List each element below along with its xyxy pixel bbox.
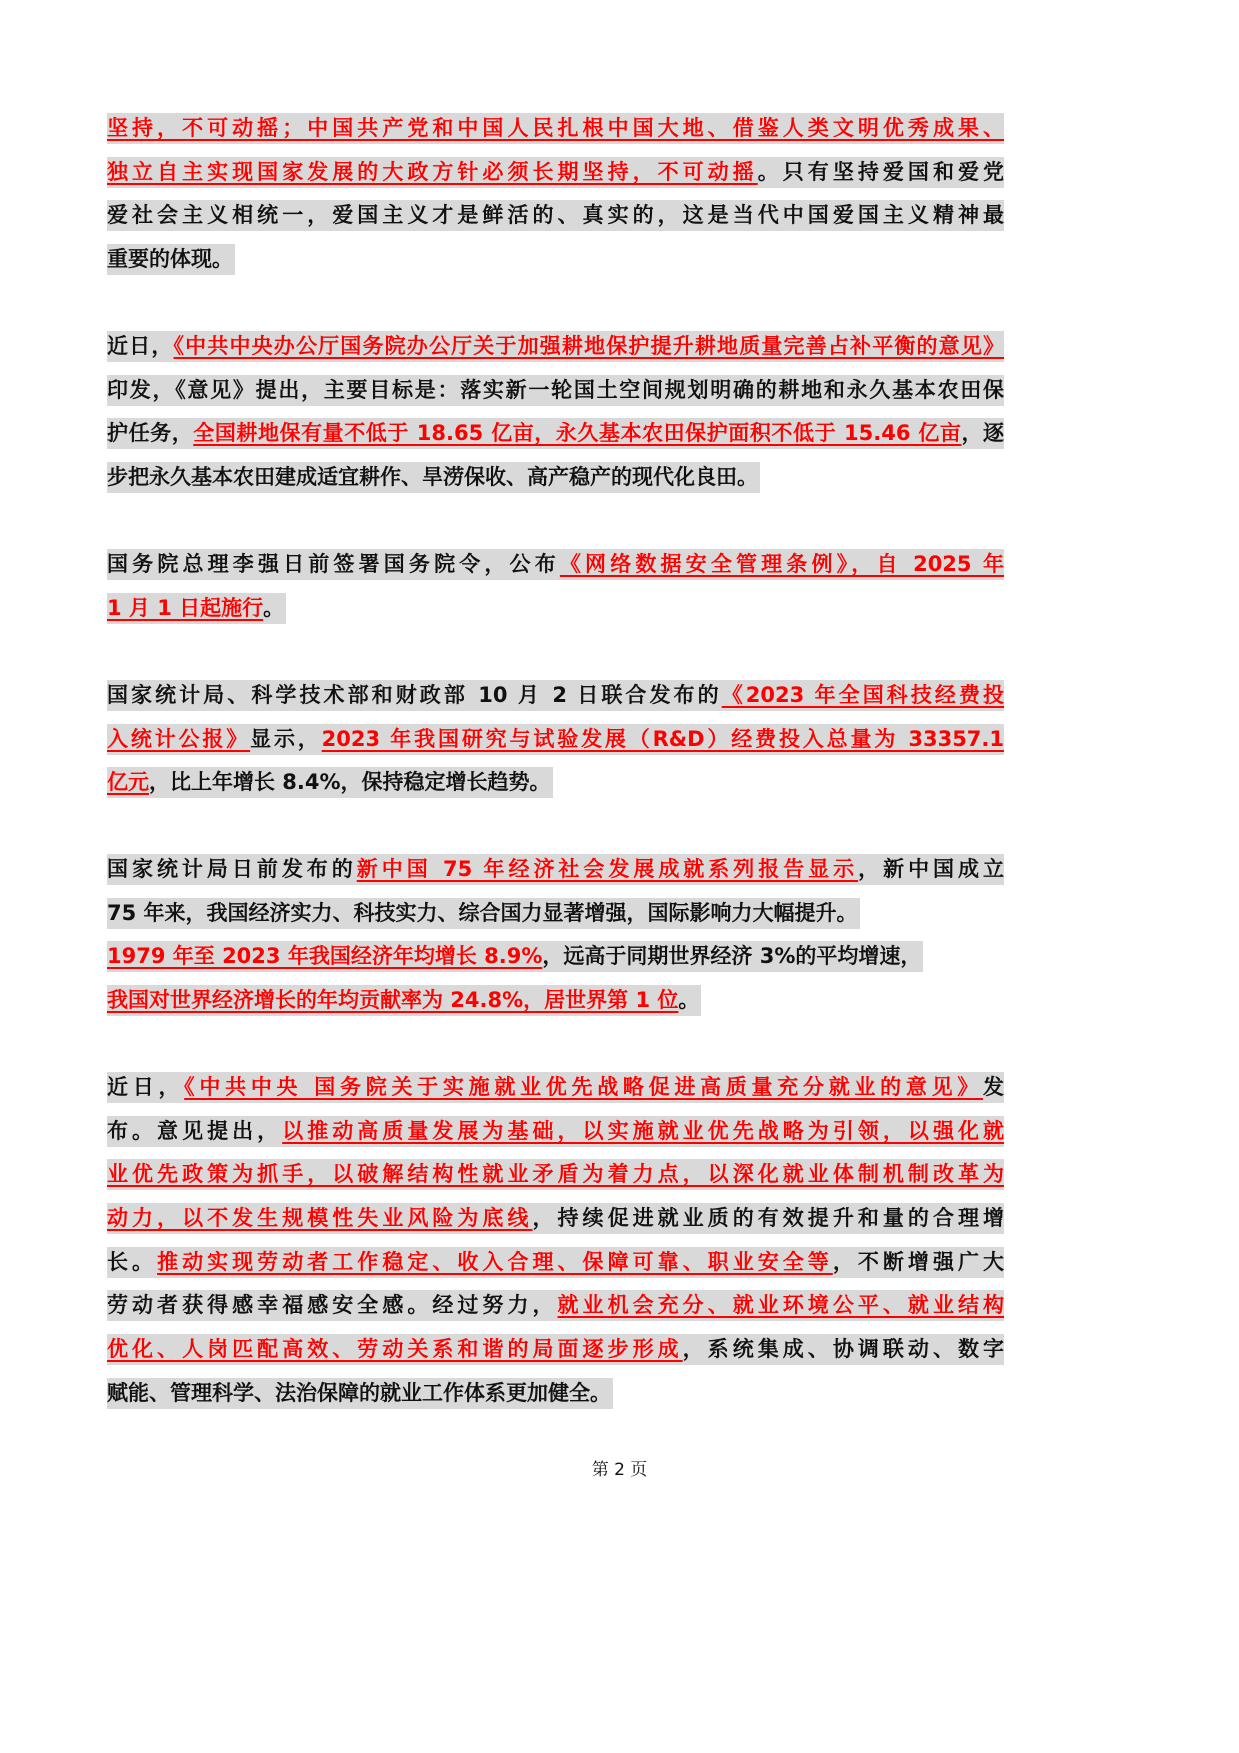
highlighted-text: 2023 年我国研究与试验发展（R&D）经费投入总量为 33357.1 — [321, 726, 1005, 751]
shaded-line — [107, 375, 1004, 406]
text-line — [107, 200, 1004, 244]
body-text: ，持续促进就业质的有效提升和量的合理增 — [532, 1206, 1004, 1231]
shaded-line — [107, 593, 286, 624]
text-line — [107, 418, 1004, 462]
text-line — [107, 157, 1004, 201]
text-line — [107, 1290, 1004, 1334]
text-line — [107, 854, 1004, 898]
body-text: 爱社会主义相统一，爱国主义才是鲜活的、真实的，这是当代中国爱国主义精神最 — [107, 203, 1004, 228]
body-text: 。 — [263, 595, 285, 620]
highlighted-text: 《2023 年全国科技经费投 — [721, 683, 1004, 707]
shaded-line — [107, 1378, 613, 1409]
body-text: 步把永久基本农田建成适宜耕作、旱涝保收、高产稳产的现代化良田。 — [107, 465, 758, 490]
shaded-line — [107, 157, 1004, 188]
body-text: 护任务， — [107, 421, 194, 446]
body-text: ，不断增强广大 — [832, 1249, 1005, 1274]
text-line — [107, 680, 1004, 724]
paragraph — [107, 331, 1004, 506]
text-line — [107, 985, 1004, 1029]
body-text: 近日， — [107, 1075, 185, 1099]
text-line — [107, 549, 1004, 593]
text-line — [107, 1378, 1004, 1422]
body-text: 国务院总理李强日前签署国务院令，公布 — [107, 552, 560, 576]
highlighted-text: 1 月 1 日起施行 — [107, 595, 264, 620]
body-text: 发 — [983, 1075, 1005, 1099]
highlighted-text: 《中共中央 国务院关于实施就业优先战略促进高质量充分就业的意见》 — [184, 1075, 984, 1099]
body-text: 劳动者获得感幸福感安全感。经过努力， — [107, 1293, 558, 1318]
highlighted-text: 坚持，不可动摇；中国共产党和中国人民扎根中国大地、借鉴人类文明优秀成果、 — [107, 116, 1004, 140]
shaded-line — [107, 549, 1004, 580]
shaded-line — [107, 331, 1004, 362]
paragraph — [107, 1072, 1004, 1422]
highlighted-text: 业优先政策为抓手，以破解结构性就业矛盾为着力点，以深化就业体制机制改革为 — [107, 1162, 1004, 1187]
shaded-line — [107, 941, 923, 972]
shaded-line — [107, 854, 1004, 885]
highlighted-text: 亿元 — [107, 770, 149, 795]
text-line — [107, 1072, 1004, 1116]
highlighted-text: 我国对世界经济增长的年均贡献率为 24.8%，居世界第 1 位 — [107, 988, 679, 1013]
text-line — [107, 375, 1004, 419]
text-line — [107, 767, 1004, 811]
text-line — [107, 898, 1004, 942]
paragraph — [107, 680, 1004, 811]
shaded-line — [107, 767, 553, 798]
shaded-line — [107, 1247, 1004, 1278]
shaded-line — [107, 113, 1004, 144]
body-text: 近日， — [107, 334, 174, 358]
highlighted-text: 《网络数据安全管理条例》，自 2025 年 — [559, 552, 1004, 576]
text-line — [107, 462, 1004, 506]
text-line — [107, 941, 1004, 985]
body-text: 国家统计局、科学技术部和财政部 10 月 2 日联合发布的 — [107, 683, 722, 707]
body-text: 重要的体现。 — [107, 247, 233, 272]
highlighted-text: 独立自主实现国家发展的大政方针必须长期坚持，不可动摇 — [107, 159, 758, 184]
highlighted-text: 动力，以不发生规模性失业风险为底线 — [107, 1206, 533, 1231]
text-line — [107, 1247, 1004, 1291]
body-text: ，比上年增长 8.4%，保持稳定增长趋势。 — [149, 770, 551, 795]
body-text: 。只有坚持爱国和爱党 — [757, 159, 1005, 184]
text-line — [107, 1334, 1004, 1378]
shaded-line — [107, 1072, 1004, 1103]
text-line — [107, 593, 1004, 637]
text-line — [107, 331, 1004, 375]
body-text: 印发，《意见》提出，主要目标是：落实新一轮国土空间规划明确的耕地和永久基本农田保 — [107, 377, 1004, 402]
shaded-line — [107, 462, 760, 493]
highlighted-text: 全国耕地保有量不低于 18.65 亿亩，永久基本农田保护面积不低于 15.46 亿亩 — [193, 421, 962, 446]
shaded-line — [107, 680, 1004, 711]
text-line — [107, 1203, 1004, 1247]
highlighted-text: 《中共中央办公厅国务院办公厅关于加强耕地保护提升耕地质量完善占补平衡的意见》 — [173, 334, 1005, 358]
highlighted-text: 以推动高质量发展为基础，以实施就业优先战略为引领，以强化就 — [282, 1118, 1005, 1143]
paragraph — [107, 113, 1004, 288]
body-text: ，新中国成立 — [858, 857, 1005, 881]
body-text: 75 年来，我国经济实力、科技实力、综合国力显著增强，国际影响力大幅提升。 — [107, 900, 858, 925]
body-text: ，远高于同期世界经济 3%的平均增速， — [542, 944, 922, 969]
shaded-line — [107, 1334, 1004, 1365]
body-text: ，逐 — [961, 421, 1005, 446]
highlighted-text: 1979 年至 2023 年我国经济年均增长 8.9% — [107, 944, 543, 969]
paragraph — [107, 854, 1004, 1029]
body-text: 显示， — [250, 726, 322, 751]
shaded-line — [107, 1203, 1004, 1234]
paragraph — [107, 549, 1004, 636]
highlighted-text: 就业机会充分、就业环境公平、就业结构 — [557, 1293, 1004, 1318]
body-text: 长。 — [107, 1249, 158, 1274]
text-line — [107, 724, 1004, 768]
shaded-line — [107, 898, 860, 929]
shaded-line — [107, 244, 235, 275]
body-text: 赋能、管理科学、法治保障的就业工作体系更加健全。 — [107, 1380, 611, 1405]
text-line — [107, 113, 1004, 157]
shaded-line — [107, 985, 701, 1016]
shaded-line — [107, 200, 1004, 231]
highlighted-text: 推动实现劳动者工作稳定、收入合理、保障可靠、职业安全等 — [157, 1249, 833, 1274]
body-text: ，系统集成、协调联动、数字 — [682, 1337, 1004, 1362]
shaded-line — [107, 1116, 1004, 1147]
shaded-line — [107, 1290, 1004, 1321]
body-text: 国家统计局日前发布的 — [107, 857, 357, 881]
body-text: 布。意见提出， — [107, 1118, 283, 1143]
shaded-line — [107, 724, 1004, 755]
highlighted-text: 优化、人岗匹配高效、劳动关系和谐的局面逐步形成 — [107, 1337, 683, 1362]
body-text: 。 — [678, 988, 700, 1013]
highlighted-text: 新中国 75 年经济社会发展成就系列报告显示 — [356, 857, 859, 881]
text-line — [107, 1159, 1004, 1203]
text-line — [107, 244, 1004, 288]
page-number: 第 2 页 — [591, 1460, 648, 1480]
shaded-line — [107, 418, 1004, 449]
shaded-line — [107, 1159, 1004, 1190]
highlighted-text: 入统计公报》 — [107, 726, 251, 751]
text-line — [107, 1116, 1004, 1160]
